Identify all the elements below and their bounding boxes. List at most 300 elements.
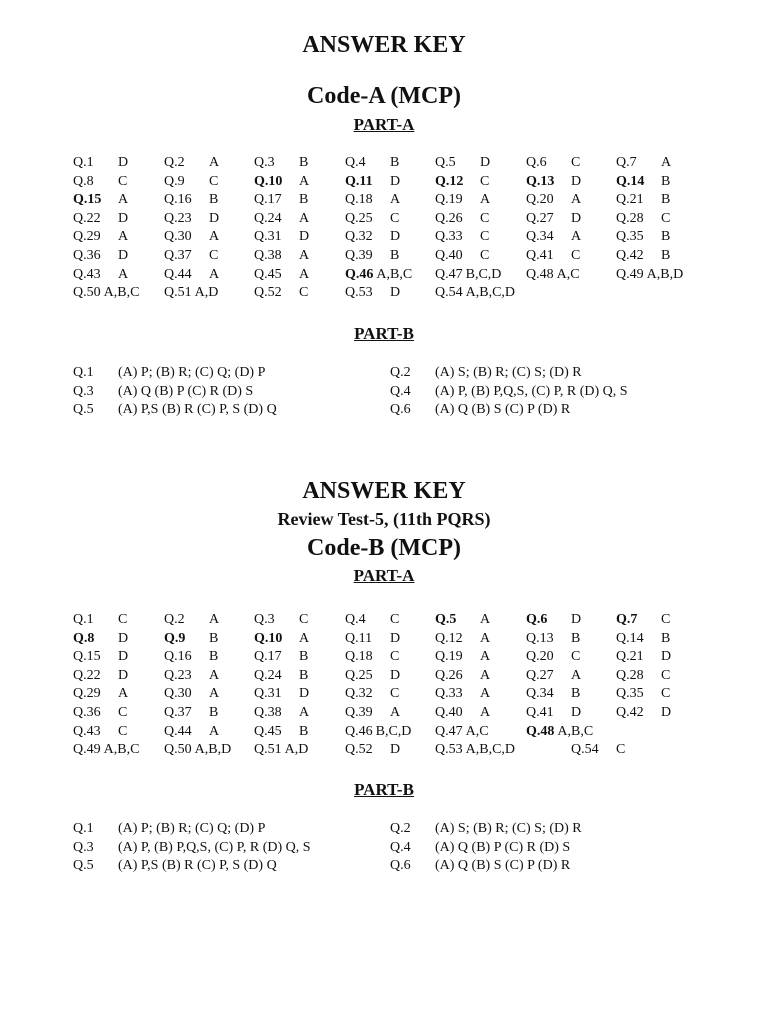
answer-value: C	[616, 742, 626, 758]
answer-cell	[345, 268, 412, 282]
question-number: Q.33	[435, 686, 463, 702]
answer-cell	[73, 725, 127, 739]
answer-value: A,B,D	[646, 266, 684, 282]
answer-value: A	[480, 705, 491, 720]
question-number: Q.18	[345, 649, 373, 665]
answer-value: A	[118, 266, 129, 282]
question-number: Q.45	[254, 723, 282, 739]
question-number: Q.10	[254, 173, 283, 189]
question-number: Q.5	[435, 155, 456, 170]
answer-cell	[73, 286, 139, 300]
match-answer: (A) P,S (B) R (C) P, S (D) Q	[118, 402, 277, 418]
answer-cell	[73, 669, 128, 683]
answer-value: A	[480, 686, 491, 702]
question-number: Q.6	[526, 612, 548, 627]
question-number: Q.10	[254, 630, 283, 646]
answer-cell	[435, 249, 489, 263]
answer-value: B	[299, 155, 309, 170]
question-number: Q.46	[345, 723, 373, 739]
section-b-code: Code-B (MCP)	[307, 535, 461, 561]
answer-cell	[254, 193, 308, 207]
answer-value: A	[661, 155, 672, 170]
question-number: Q.54	[571, 742, 599, 758]
question-number: Q.38	[254, 705, 282, 720]
answer-value: A	[299, 630, 310, 646]
answer-cell	[164, 613, 219, 627]
question-number: Q.30	[164, 686, 192, 702]
question-number: Q.1	[73, 155, 94, 170]
part-b-item	[390, 822, 582, 836]
answer-value: A	[480, 649, 491, 665]
answer-cell	[73, 632, 128, 646]
section-b-part-a-label: PART-A	[353, 566, 415, 585]
part-b-item	[390, 859, 570, 873]
answer-value: A	[209, 612, 220, 627]
question-number: Q.6	[390, 858, 411, 874]
answer-value: A	[480, 192, 491, 208]
answer-cell	[526, 212, 581, 226]
section-a-title: ANSWER KEY	[302, 32, 466, 58]
part-b-item	[73, 385, 253, 399]
question-number: Q.43	[73, 266, 101, 282]
answer-value: C	[299, 612, 309, 627]
answer-cell	[254, 669, 308, 683]
question-number: Q.28	[616, 667, 644, 683]
answer-cell	[345, 286, 400, 300]
question-number: Q.29	[73, 229, 101, 245]
answer-cell	[73, 687, 128, 701]
part-b-item	[73, 366, 265, 380]
answer-cell	[345, 632, 400, 646]
question-number: Q.23	[164, 667, 192, 683]
answer-cell	[616, 230, 670, 244]
answer-value: B	[661, 192, 671, 208]
answer-cell	[164, 687, 219, 701]
answer-cell	[526, 268, 580, 282]
answer-cell	[435, 669, 490, 683]
question-number: Q.53	[345, 285, 373, 301]
answer-value: A	[209, 266, 220, 282]
question-number: Q.44	[164, 723, 192, 739]
question-number: Q.2	[390, 365, 411, 380]
answer-value: B	[661, 630, 671, 646]
answer-value: C	[299, 285, 309, 301]
answer-cell	[164, 156, 219, 170]
answer-cell	[345, 613, 399, 627]
question-number: Q.48	[526, 723, 555, 739]
answer-cell	[73, 249, 128, 263]
answer-value: D	[118, 210, 129, 226]
answer-cell	[526, 230, 581, 244]
answer-value: B	[209, 192, 219, 208]
question-number: Q.25	[345, 210, 373, 226]
match-answer: (A) Q (B) S (C) P (D) R	[435, 858, 571, 874]
match-answer: (A) P,S (B) R (C) P, S (D) Q	[118, 858, 277, 874]
answer-value: A	[118, 192, 129, 208]
question-number: Q.43	[73, 723, 101, 739]
answer-cell	[435, 725, 489, 739]
question-number: Q.20	[526, 192, 554, 208]
answer-cell	[616, 212, 670, 226]
question-number: Q.1	[73, 365, 94, 380]
answer-cell	[345, 249, 399, 263]
answer-cell	[164, 249, 218, 263]
match-answer: (A) P; (B) R; (C) Q; (D) P	[118, 365, 266, 380]
question-number: Q.42	[616, 248, 644, 263]
question-number: Q.11	[345, 630, 373, 646]
answer-value: C	[118, 723, 128, 739]
answer-cell	[526, 175, 581, 189]
question-number: Q.2	[390, 821, 411, 836]
answer-value: B	[209, 649, 219, 665]
question-number: Q.47	[435, 266, 463, 282]
answer-cell	[254, 175, 309, 189]
answer-value: A	[390, 192, 401, 208]
answer-cell	[435, 268, 501, 282]
answer-cell	[435, 212, 489, 226]
answer-cell	[254, 650, 308, 664]
answer-value: A	[299, 705, 310, 720]
answer-value: D	[118, 155, 129, 170]
answer-value: A,C	[465, 723, 489, 739]
answer-cell	[164, 650, 218, 664]
question-number: Q.13	[526, 173, 555, 189]
part-b-item	[390, 841, 570, 855]
answer-cell	[73, 230, 128, 244]
answer-cell	[164, 706, 218, 720]
question-number: Q.4	[390, 383, 411, 399]
answer-cell	[435, 156, 490, 170]
answer-cell	[526, 156, 580, 170]
answer-value: A	[299, 248, 310, 263]
answer-value: D	[390, 173, 401, 189]
question-number: Q.14	[616, 173, 645, 189]
answer-value: A	[209, 686, 220, 702]
answer-cell	[526, 706, 581, 720]
answer-value: B	[571, 630, 581, 646]
match-answer: (A) S; (B) R; (C) S; (D) R	[435, 365, 582, 380]
answer-cell	[435, 230, 489, 244]
question-number: Q.22	[73, 210, 101, 226]
answer-cell	[616, 613, 670, 627]
answer-cell	[616, 249, 670, 263]
answer-cell	[73, 613, 127, 627]
answer-value: A	[299, 210, 310, 226]
answer-cell	[435, 175, 489, 189]
question-number: Q.51	[254, 742, 282, 758]
question-number: Q.29	[73, 686, 101, 702]
answer-value: D	[571, 705, 582, 720]
question-number: Q.24	[254, 210, 282, 226]
question-number: Q.5	[435, 612, 457, 627]
answer-cell	[526, 632, 580, 646]
answer-value: C	[480, 229, 490, 245]
answer-value: A,B,C	[557, 723, 594, 739]
answer-cell	[254, 743, 308, 757]
answer-cell	[526, 669, 581, 683]
answer-value: A,D	[284, 742, 309, 758]
answer-value: A	[571, 192, 582, 208]
answer-cell	[526, 193, 581, 207]
question-number: Q.33	[435, 229, 463, 245]
answer-cell	[345, 212, 399, 226]
answer-cell	[616, 687, 670, 701]
answer-cell	[345, 175, 400, 189]
answer-value: B	[390, 155, 400, 170]
question-number: Q.53	[435, 742, 463, 758]
question-number: Q.34	[526, 229, 554, 245]
answer-value: C	[661, 612, 671, 627]
answer-cell	[345, 193, 400, 207]
question-number: Q.44	[164, 266, 192, 282]
question-number: Q.35	[616, 229, 644, 245]
answer-value: A	[390, 705, 401, 720]
question-number: Q.19	[435, 649, 463, 665]
answer-cell	[616, 175, 670, 189]
answer-value: A	[209, 155, 220, 170]
answer-cell	[345, 650, 399, 664]
answer-cell	[73, 268, 128, 282]
answer-value: D	[390, 630, 401, 646]
answer-cell	[616, 650, 671, 664]
question-number: Q.25	[345, 667, 373, 683]
answer-value: A,B,C,D	[465, 285, 516, 301]
question-number: Q.50	[164, 742, 192, 758]
question-number: Q.40	[435, 705, 463, 720]
section-b-part-b-label: PART-B	[354, 780, 414, 799]
question-number: Q.7	[616, 612, 638, 627]
answer-value: A	[209, 229, 220, 245]
answer-value: A	[209, 723, 220, 739]
question-number: Q.41	[526, 248, 554, 263]
section-b-title: ANSWER KEY	[302, 478, 466, 504]
question-number: Q.6	[526, 155, 547, 170]
answer-value: C	[118, 173, 128, 189]
answer-value: C	[209, 248, 219, 263]
answer-value: C	[390, 686, 400, 702]
part-b-item	[73, 859, 277, 873]
answer-cell	[435, 743, 515, 757]
answer-value: A	[299, 173, 310, 189]
answer-cell	[345, 230, 400, 244]
question-number: Q.26	[435, 667, 463, 683]
match-answer: (A) P; (B) R; (C) Q; (D) P	[118, 821, 266, 836]
question-number: Q.9	[164, 173, 185, 189]
answer-value: A	[299, 266, 310, 282]
answer-value: A	[571, 667, 582, 683]
question-number: Q.22	[73, 667, 101, 683]
answer-cell	[164, 632, 218, 646]
answer-value: B	[299, 723, 309, 739]
answer-value: C	[390, 612, 400, 627]
answer-value: C	[571, 649, 581, 665]
answer-cell	[345, 687, 399, 701]
match-answer: (A) P, (B) P,Q,S, (C) P, R (D) Q, S	[435, 383, 628, 399]
answer-cell	[254, 613, 308, 627]
answer-cell	[164, 193, 218, 207]
answer-cell	[164, 230, 219, 244]
question-number: Q.21	[616, 192, 644, 208]
question-number: Q.21	[616, 649, 644, 665]
answer-value: B,C,D	[375, 723, 412, 739]
answer-cell	[164, 268, 219, 282]
answer-cell	[345, 743, 400, 757]
question-number: Q.23	[164, 210, 192, 226]
question-number: Q.20	[526, 649, 554, 665]
answer-cell	[73, 650, 128, 664]
answer-value: A,B,D	[194, 742, 232, 758]
answer-value: C	[480, 173, 490, 189]
answer-value: B	[209, 630, 219, 646]
answer-cell	[435, 687, 490, 701]
answer-cell	[254, 286, 308, 300]
answer-cell	[73, 156, 128, 170]
section-a-part-a-label: PART-A	[353, 115, 415, 134]
answer-value: C	[480, 210, 490, 226]
answer-cell	[345, 669, 400, 683]
answer-value: D	[118, 649, 129, 665]
question-number: Q.7	[616, 155, 637, 170]
answer-value: A,B,C,D	[465, 742, 516, 758]
part-b-item	[73, 403, 277, 417]
match-answer: (A) Q (B) P (C) R (D) S	[435, 839, 571, 855]
question-number: Q.13	[526, 630, 554, 646]
answer-cell	[164, 725, 219, 739]
answer-value: B	[209, 705, 219, 720]
question-number: Q.34	[526, 686, 554, 702]
answer-value: A	[480, 667, 491, 683]
question-number: Q.52	[345, 742, 373, 758]
answer-cell	[616, 193, 670, 207]
question-number: Q.50	[73, 285, 101, 301]
question-number: Q.17	[254, 192, 282, 208]
part-b-item	[390, 385, 628, 399]
answer-value: C	[118, 705, 128, 720]
question-number: Q.2	[164, 612, 185, 627]
answer-value: A	[480, 612, 491, 627]
answer-cell	[254, 268, 309, 282]
answer-value: C	[118, 612, 128, 627]
answer-cell	[345, 725, 411, 739]
answer-value: D	[118, 248, 129, 263]
question-number: Q.6	[390, 402, 411, 418]
answer-value: D	[571, 612, 582, 627]
question-number: Q.38	[254, 248, 282, 263]
answer-cell	[616, 156, 671, 170]
answer-value: B	[299, 667, 309, 683]
question-number: Q.8	[73, 630, 95, 646]
answer-value: C	[390, 210, 400, 226]
answer-cell	[254, 156, 308, 170]
question-number: Q.2	[164, 155, 185, 170]
question-number: Q.36	[73, 248, 101, 263]
question-number: Q.39	[345, 705, 373, 720]
part-b-item	[73, 841, 311, 855]
answer-value: A,B,C	[103, 742, 140, 758]
answer-value: D	[209, 210, 220, 226]
question-number: Q.15	[73, 192, 102, 208]
answer-value: A	[480, 630, 491, 646]
question-number: Q.14	[616, 630, 644, 646]
answer-cell	[435, 613, 490, 627]
answer-value: B	[299, 192, 309, 208]
answer-cell	[254, 212, 309, 226]
question-number: Q.31	[254, 686, 282, 702]
answer-value: D	[661, 705, 672, 720]
answer-value: C	[390, 649, 400, 665]
answer-cell	[164, 286, 218, 300]
answer-value: D	[390, 229, 401, 245]
question-number: Q.11	[345, 173, 373, 189]
answer-cell	[345, 706, 400, 720]
question-number: Q.40	[435, 248, 463, 263]
question-number: Q.19	[435, 192, 463, 208]
answer-cell	[254, 230, 309, 244]
question-number: Q.5	[73, 402, 94, 418]
question-number: Q.3	[254, 155, 275, 170]
answer-cell	[254, 249, 309, 263]
question-number: Q.4	[345, 155, 366, 170]
question-number: Q.1	[73, 612, 94, 627]
answer-value: D	[118, 630, 129, 646]
question-number: Q.30	[164, 229, 192, 245]
question-number: Q.47	[435, 723, 463, 739]
answer-cell	[435, 650, 490, 664]
answer-value: A,D	[194, 285, 219, 301]
answer-value: B	[661, 173, 671, 189]
question-number: Q.27	[526, 667, 554, 683]
question-number: Q.17	[254, 649, 282, 665]
answer-value: D	[118, 667, 129, 683]
answer-cell	[73, 706, 127, 720]
question-number: Q.26	[435, 210, 463, 226]
answer-value: B,C,D	[465, 266, 502, 282]
answer-cell	[526, 725, 593, 739]
answer-cell	[435, 286, 515, 300]
answer-cell	[435, 706, 490, 720]
answer-value: C	[480, 248, 490, 263]
question-number: Q.52	[254, 285, 282, 301]
question-number: Q.42	[616, 705, 644, 720]
section-b-subtitle: Review Test-5, (11th PQRS)	[277, 509, 491, 529]
section-a-code: Code-A (MCP)	[307, 83, 461, 109]
answer-value: D	[390, 285, 401, 301]
answer-value: D	[571, 173, 582, 189]
match-answer: (A) Q (B) S (C) P (D) R	[435, 402, 571, 418]
question-number: Q.54	[435, 285, 463, 301]
answer-value: A,C	[556, 266, 580, 282]
answer-value: D	[480, 155, 491, 170]
answer-value: C	[209, 173, 219, 189]
answer-value: D	[571, 210, 582, 226]
answer-cell	[526, 687, 580, 701]
answer-cell	[164, 669, 219, 683]
answer-cell	[164, 212, 219, 226]
answer-value: C	[661, 686, 671, 702]
question-number: Q.4	[390, 839, 411, 855]
answer-cell	[254, 725, 308, 739]
part-b-item	[73, 822, 265, 836]
question-number: Q.45	[254, 266, 282, 282]
question-number: Q.48	[526, 266, 554, 282]
question-number: Q.16	[164, 649, 192, 665]
answer-cell	[435, 193, 490, 207]
answer-cell	[345, 156, 399, 170]
match-answer: (A) Q (B) P (C) R (D) S	[118, 383, 254, 399]
question-number: Q.32	[345, 229, 373, 245]
answer-value: B	[661, 248, 671, 263]
part-b-item	[390, 403, 570, 417]
